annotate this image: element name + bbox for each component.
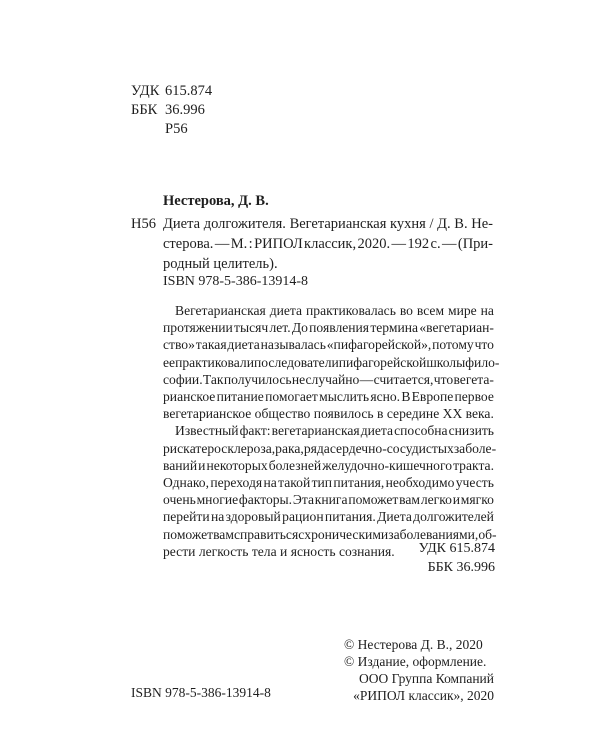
annotation-word: «вегетариан- xyxy=(419,320,494,336)
annotation-line xyxy=(163,388,494,405)
annotation-word: случайно xyxy=(305,371,360,387)
annotation-word: рианское xyxy=(163,389,216,405)
record-line xyxy=(163,254,493,274)
annotation-line xyxy=(163,354,500,371)
record-word: Вегетарианская xyxy=(289,216,387,232)
annotation-word: До xyxy=(291,320,308,336)
record-word: с. xyxy=(430,236,441,252)
annotation-word: об- xyxy=(478,526,497,542)
annotation-word: заболе- xyxy=(453,440,497,456)
record-word: родный целитель). xyxy=(163,256,278,272)
annotation-word: что xyxy=(474,337,494,353)
annotation-line xyxy=(163,302,494,319)
record-line xyxy=(163,234,493,254)
udk-label: УДК xyxy=(131,83,160,99)
annotation-word: не xyxy=(291,371,306,387)
annotation-word: потому xyxy=(432,337,474,353)
annotation-word: мягко xyxy=(460,492,494,508)
annotation-word: вам xyxy=(399,492,421,508)
annotation-word: вегетарианское общество появилось в середине XX века. xyxy=(163,406,494,422)
annotation-word: такой xyxy=(278,475,311,491)
classification-block xyxy=(131,82,212,139)
annotation-word: и xyxy=(198,457,206,473)
record-word: 192 xyxy=(407,236,430,252)
copyright-publisher-name: «РИПОЛ классик», 2020 xyxy=(353,688,494,703)
author-sign: Р56 xyxy=(165,121,188,137)
record-description xyxy=(163,214,493,274)
annotation-word: школы xyxy=(426,354,466,370)
annotation-line xyxy=(163,336,494,353)
annotation-line xyxy=(163,371,494,388)
annotation-word: поможет xyxy=(163,526,214,542)
annotation-word: питания, xyxy=(333,475,385,491)
annotation-word: и xyxy=(452,492,460,508)
record-word: М. xyxy=(230,236,248,252)
bbk-row xyxy=(131,101,212,120)
annotation-word: мире xyxy=(447,303,477,318)
annotation-word: ряда xyxy=(303,440,330,456)
annotation-word: сердечно-сосудистых xyxy=(329,440,454,456)
annotation-word: легко xyxy=(420,492,452,508)
annotation-line xyxy=(163,457,494,474)
annotation-word: диета xyxy=(360,423,394,439)
record-word: : xyxy=(248,236,253,252)
annotation-word: ее xyxy=(163,354,176,370)
annotation-word: софии. xyxy=(163,371,203,387)
annotation-word: переходя xyxy=(210,475,263,491)
annotation-word: некоторых xyxy=(206,457,268,473)
annotation-word: Европе xyxy=(411,389,454,405)
annotation-line xyxy=(163,319,494,336)
udk-row xyxy=(131,82,212,101)
annotation-word: Диета xyxy=(377,509,412,525)
annotation-word: Однако, xyxy=(163,475,209,491)
annotation-word: Эта xyxy=(292,492,314,508)
bbk-bottom: ББК 36.996 xyxy=(427,560,495,575)
record-word: Не- xyxy=(471,216,493,232)
annotation-word: считается, xyxy=(373,371,434,387)
annotation-word: пифагорейской xyxy=(338,354,427,370)
annotation-word: — xyxy=(359,371,374,387)
annotation-word: ство» xyxy=(163,337,195,353)
annotation-word: на xyxy=(263,475,277,491)
annotation-word: ваний xyxy=(163,457,198,473)
annotation-word: способна xyxy=(394,423,448,439)
annotation-line xyxy=(163,440,497,457)
record-word: — xyxy=(214,236,230,252)
annotation-word: факторы. xyxy=(238,492,293,508)
annotation-word: всем xyxy=(416,303,445,318)
annotation-word: рака, xyxy=(275,440,304,456)
record-word: кухня xyxy=(390,216,426,232)
annotation-word: питания. xyxy=(324,509,376,525)
annotation-word: тракта. xyxy=(453,457,494,473)
annotation-word: вам xyxy=(213,526,234,542)
annotation-word: получилось xyxy=(223,371,292,387)
record-code: Н56 xyxy=(131,216,156,232)
annotation-word: рести легкость тела и ясность сознания. xyxy=(163,543,395,559)
annotation-word: риск xyxy=(163,440,190,456)
udk-bottom: УДК 615.874 xyxy=(418,541,495,556)
annotation-word: хроническими xyxy=(304,526,389,542)
annotation-word: ясно. xyxy=(370,389,401,405)
annotation-word: В xyxy=(401,389,411,405)
classification-bottom xyxy=(419,539,495,577)
copyright-publisher: ООО Группа Компаний xyxy=(359,671,494,686)
annotation-word: долгожителей xyxy=(413,509,494,525)
annotation-word: книга xyxy=(314,492,348,508)
record-author: Нестерова, Д. В. xyxy=(163,193,269,209)
annotation-word: Так xyxy=(202,371,224,387)
bbk-label: ББК xyxy=(131,102,158,118)
record-word: классик, xyxy=(304,236,357,252)
annotation-word: факт: xyxy=(239,423,271,439)
annotation-word: фило- xyxy=(465,354,500,370)
annotation-word: с xyxy=(298,526,305,542)
annotation-word: мыслить xyxy=(319,389,370,405)
annotation-word: первое xyxy=(454,389,494,405)
record-word: — xyxy=(441,236,457,252)
annotation-word: справиться xyxy=(233,526,299,542)
record-word: РИПОЛ xyxy=(254,236,303,252)
copyright-block xyxy=(344,636,494,704)
annotation-word: атеросклероза, xyxy=(189,440,276,456)
annotation-word: диета xyxy=(227,337,260,353)
annotation-word: необходимо xyxy=(385,475,455,491)
record-word: Д. xyxy=(437,216,451,232)
annotation-word: тип xyxy=(311,475,333,491)
record-word: — xyxy=(391,236,406,252)
annotation-word: на xyxy=(210,509,225,525)
annotation-word: вегетарианская xyxy=(271,423,360,439)
annotation-word: учесть xyxy=(455,475,494,491)
annotation-word: питание xyxy=(216,389,264,405)
annotation-word: появления xyxy=(309,320,370,336)
record-word: 2020. xyxy=(357,236,391,252)
annotation-word: желудочно-кишечного xyxy=(322,457,453,473)
record-word: стерова. xyxy=(163,236,214,252)
annotation-word: Известный xyxy=(175,423,239,439)
record-word: (При- xyxy=(457,236,493,252)
annotation-word: поможет xyxy=(348,492,399,508)
annotation-word: что xyxy=(433,371,454,387)
record-isbn: ISBN 978-5-386-13914-8 xyxy=(163,274,309,289)
annotation-word: здоровый xyxy=(225,509,281,525)
annotation-line xyxy=(163,422,494,439)
annotation-word: рацион xyxy=(282,509,324,525)
annotation-word: диета xyxy=(269,303,303,318)
annotation-word: практиковалась xyxy=(306,303,396,318)
record-word: долгожителя. xyxy=(203,216,286,232)
record-word: В. xyxy=(454,216,468,232)
annotation xyxy=(163,302,500,560)
annotation-word: заболеваниями, xyxy=(388,526,479,542)
annotation-line xyxy=(163,491,494,508)
annotation-word: такая xyxy=(195,337,227,353)
copyright-edition: © Издание, оформление. xyxy=(344,654,487,669)
annotation-word: «пифагорейской», xyxy=(326,337,432,353)
annotation-word: во xyxy=(399,303,413,318)
annotation-line xyxy=(163,405,494,422)
udk-value: 615.874 xyxy=(165,83,213,99)
copyright-author: © Нестерова Д. В., 2020 xyxy=(344,637,483,652)
annotation-line xyxy=(163,508,494,525)
annotation-word: практиковали xyxy=(175,354,254,370)
bbk-value: 36.996 xyxy=(165,102,205,118)
annotation-word: болезней xyxy=(268,457,322,473)
annotation-word: Вегетарианская xyxy=(175,303,266,318)
annotation-word: протяжении xyxy=(163,320,233,336)
annotation-word: называлась xyxy=(260,337,326,353)
record-word: Диета xyxy=(163,216,201,232)
annotation-word: на xyxy=(480,303,494,318)
annotation-line xyxy=(163,474,494,491)
annotation-word: тысяч xyxy=(234,320,269,336)
annotation-word: снизить xyxy=(448,423,494,439)
annotation-word: последователи xyxy=(254,354,339,370)
annotation-word: многие xyxy=(196,492,239,508)
annotation-word: термина xyxy=(370,320,419,336)
annotation-word: лет. xyxy=(269,320,291,336)
annotation-word: помогает xyxy=(265,389,318,405)
annotation-word: перейти xyxy=(163,509,210,525)
annotation-word: очень xyxy=(163,492,196,508)
record-word: / xyxy=(429,216,434,232)
record-line xyxy=(163,214,493,234)
annotation-word: вегета- xyxy=(453,371,494,387)
isbn-bottom: ISBN 978-5-386-13914-8 xyxy=(131,685,271,700)
